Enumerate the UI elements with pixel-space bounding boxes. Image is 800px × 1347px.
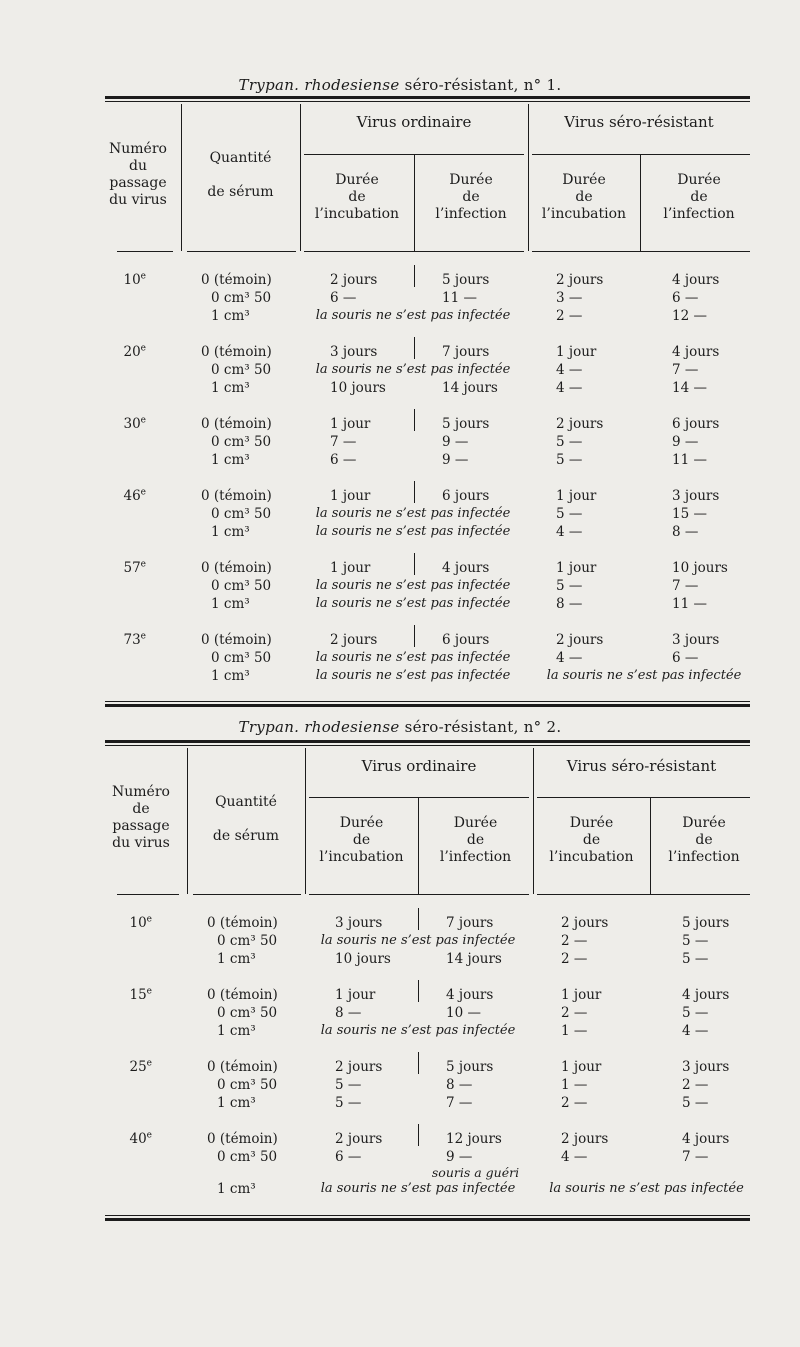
table2-ord-inf-cell: 10 —: [446, 1005, 481, 1021]
table1-res-inf-cell: 6 —: [672, 650, 699, 666]
table2-serum-cell: 1 cm³: [217, 1095, 256, 1111]
table1-res-inf-cell: 9 —: [672, 434, 699, 450]
table1-res-inf-cell: 8 —: [672, 524, 699, 540]
table1-res-inf-cell: 10 jours: [672, 560, 728, 576]
table1-subheader-line: l’infection: [435, 206, 507, 222]
table1-res-span-cell: la souris ne s’est pas infectée: [546, 668, 742, 683]
table1-serum-cell: 0 cm³ 50: [211, 506, 272, 522]
table2-serum-cell: 0 (témoin): [207, 1131, 278, 1147]
table1-serum-cell: 0 (témoin): [201, 560, 272, 576]
table1-res-inf-cell: 7 —: [672, 578, 699, 594]
table2-header-line-1: [193, 894, 301, 895]
table2-res-inf-cell: 2 —: [682, 1077, 709, 1093]
table1-subheader-2: [528, 172, 640, 223]
table2-ord-inf-cell: 12 jours: [446, 1131, 502, 1147]
table1-res-inc-cell: 2 —: [556, 308, 583, 324]
table2-ord-span-cell: la souris ne s’est pas infectée: [320, 1181, 516, 1196]
table1-col-passage-line: du virus: [109, 192, 167, 208]
table1-ord-inf-cell: 9 —: [442, 434, 469, 450]
table2-ord-inc-cell: 10 jours: [335, 951, 391, 967]
table1-res-inf-cell: 14 —: [672, 380, 707, 396]
table1-res-inc-cell: 8 —: [556, 596, 583, 612]
table2-ord-inc-cell: 1 jour: [335, 987, 376, 1003]
table1-ord-span-cell: la souris ne s’est pas infectée: [315, 668, 511, 683]
table2-bottom-rule: [105, 1215, 750, 1216]
table2-ord-inc-cell: 5 —: [335, 1077, 362, 1093]
table1-res-inc-cell: 5 —: [556, 452, 583, 468]
table1-subheader-1: [414, 172, 528, 223]
table2-serum-cell: 0 cm³ 50: [217, 1077, 278, 1093]
table1-col-passage-line: du: [129, 158, 147, 174]
table1-res-inf-cell: 12 —: [672, 308, 707, 324]
table2-subheader-line: de: [582, 832, 601, 848]
table1-ord-inc-cell: 1 jour: [330, 416, 371, 432]
table2-res-inc-cell: 1 jour: [561, 1059, 602, 1075]
table2-ord-inf-cell: 7 jours: [446, 915, 494, 931]
table1-passage-0: 10e: [123, 271, 146, 288]
table1-res-inf-cell: 3 jours: [672, 488, 720, 504]
table1-title: [0, 76, 800, 94]
table2-res-inf-cell: 5 —: [682, 933, 709, 949]
table2-serum-cell: 0 (témoin): [207, 1059, 278, 1075]
table2-res-inf-cell: 5 —: [682, 1005, 709, 1021]
table1-res-inf-cell: 6 jours: [672, 416, 720, 432]
table1-bottom-rule-2: [105, 704, 750, 707]
table2-col-serum-label-1: Quantité: [215, 794, 277, 810]
table1-subheader-line: de: [690, 189, 708, 205]
table2-res-inf-cell: 3 jours: [682, 1059, 730, 1075]
table1-subheader-line: Durée: [562, 172, 606, 188]
table2-res-inf-cell: 4 —: [682, 1023, 709, 1039]
table2-res-inc-cell: 1 —: [561, 1023, 588, 1039]
table2-res-inc-cell: 2 —: [561, 951, 588, 967]
table2-col-passage-line: Numéro: [112, 784, 170, 800]
table2-res-inc-cell: 2 —: [561, 1095, 588, 1111]
table2-ord-inf-cell: 7 —: [446, 1095, 473, 1111]
table1-serum-cell: 0 (témoin): [201, 344, 272, 360]
table2-group-divider-3: [418, 1124, 419, 1146]
table2-group-resistant: Virus séro-résistant: [566, 757, 717, 775]
table1-group-divider-3: [414, 481, 415, 503]
table1-header-line-0: [117, 251, 173, 252]
table2-res-inc-cell: 2 —: [561, 1005, 588, 1021]
table1-serum-cell: 1 cm³: [211, 668, 250, 684]
table1-subheader-0: [300, 172, 414, 223]
table1-ord-inf-cell: 5 jours: [442, 272, 490, 288]
table1-res-inc-cell: 5 —: [556, 506, 583, 522]
table1-header-line-1: [187, 251, 296, 252]
table1-ord-span-cell: la souris ne s’est pas infectée: [315, 506, 511, 521]
table1-ord-inc-cell: 1 jour: [330, 488, 371, 504]
table2-res-inf-cell: 7 —: [682, 1149, 709, 1165]
table1-serum-cell: 0 (témoin): [201, 632, 272, 648]
table2-ord-inf-cell: 9 —: [446, 1149, 473, 1165]
table1-subheader-line: de: [462, 189, 480, 205]
table1-serum-cell: 0 cm³ 50: [211, 434, 272, 450]
table2-vline-1: [187, 748, 188, 894]
table2-serum-cell: 0 cm³ 50: [217, 933, 278, 949]
table1-top-rule: [105, 96, 750, 99]
table1-col-serum-label-2: de sérum: [207, 184, 274, 200]
table2-serum-cell: 0 (témoin): [207, 987, 278, 1003]
table2-res-inc-cell: 1 —: [561, 1077, 588, 1093]
table2-passage-3: 40e: [129, 1130, 152, 1147]
table1-title-rest: séro-résistant, n° 1.: [399, 76, 562, 94]
table2-ord-inf-cell: 5 jours: [446, 1059, 494, 1075]
table1-res-inf-cell: 11 —: [672, 596, 707, 612]
table1-res-inf-cell: 15 —: [672, 506, 707, 522]
table1-subheader-line: Durée: [449, 172, 493, 188]
table1-header-line-2: [304, 251, 524, 252]
table1-ord-span-cell: la souris ne s’est pas infectée: [315, 308, 511, 323]
table1-ord-inc-cell: 10 jours: [330, 380, 386, 396]
table2-ord-inf-cell: 8 —: [446, 1077, 473, 1093]
table1-res-inf-cell: 7 —: [672, 362, 699, 378]
table2-ord-inc-cell: 5 —: [335, 1095, 362, 1111]
table2-serum-cell: 0 cm³ 50: [217, 1005, 278, 1021]
table1-res-inc-cell: 4 —: [556, 650, 583, 666]
table1-subheader-3: [640, 172, 758, 223]
table1-col-passage-header: [95, 141, 181, 209]
table2-title-rest: séro-résistant, n° 2.: [399, 718, 562, 736]
table1-serum-cell: 0 cm³ 50: [211, 578, 272, 594]
table1-passage-2: 30e: [123, 415, 146, 432]
table1-bottom-rule: [105, 701, 750, 702]
table1-passage-3: 46e: [123, 487, 146, 504]
table2-col-passage-line: passage: [112, 818, 170, 834]
table2-group-line-a: [309, 797, 529, 798]
table2-subheader-line: Durée: [682, 815, 726, 831]
table2-group-divider-0: [418, 908, 419, 930]
table1-col-passage-line: passage: [109, 175, 167, 191]
table2-subheader-line: Durée: [453, 815, 498, 831]
table2-subheader-line: l’infection: [439, 849, 512, 865]
table1-ord-inc-cell: 2 jours: [330, 272, 378, 288]
table2-col-passage-line: du virus: [112, 835, 170, 851]
table1-res-inc-cell: 2 jours: [556, 632, 604, 648]
table2-col-passage-line: de: [132, 801, 150, 817]
table1-group-divider-2: [414, 409, 415, 431]
table2-group-line-b: [537, 797, 750, 798]
table2-subheader-1: [418, 815, 533, 866]
table1-serum-cell: 0 cm³ 50: [211, 362, 272, 378]
table2-passage-0: 10e: [129, 914, 152, 931]
table2-group-divider-2: [418, 1052, 419, 1074]
table1-serum-cell: 1 cm³: [211, 380, 250, 396]
table1-serum-cell: 0 cm³ 50: [211, 290, 272, 306]
table1-ord-inf-cell: 6 jours: [442, 488, 490, 504]
table1-serum-cell: 1 cm³: [211, 524, 250, 540]
table1-subheader-line: de: [348, 189, 366, 205]
table2-header-line-2: [309, 894, 529, 895]
table1-ord-inc-cell: 1 jour: [330, 560, 371, 576]
table1-col-serum-label-1: Quantité: [209, 150, 272, 166]
table2-top-rule-2: [105, 745, 750, 746]
table1-group-divider-1: [414, 337, 415, 359]
table1-serum-cell: 0 (témoin): [201, 272, 272, 288]
table2-note: souris a guéri: [431, 1165, 520, 1180]
table1-ord-inc-cell: 6 —: [330, 290, 357, 306]
table1-res-inf-cell: 4 jours: [672, 272, 720, 288]
table2-subheader-line: l’infection: [668, 849, 740, 865]
table2-col-passage-header: [95, 784, 187, 852]
table2-title: [0, 718, 800, 736]
table1-subheader-line: Durée: [677, 172, 721, 188]
table2-res-inc-cell: 2 jours: [561, 915, 609, 931]
table1-serum-cell: 0 (témoin): [201, 416, 272, 432]
table1-res-inc-cell: 4 —: [556, 380, 583, 396]
table2-res-inf-cell: 5 jours: [682, 915, 730, 931]
table1-group-divider-4: [414, 553, 415, 575]
table1-serum-cell: 0 (témoin): [201, 488, 272, 504]
table2-subheader-0: [305, 815, 418, 866]
table1-res-inc-cell: 2 jours: [556, 416, 604, 432]
table1-title-italic: Trypan. rhodesiense: [238, 76, 400, 94]
table2-ord-span-cell: la souris ne s’est pas infectée: [320, 933, 516, 948]
table1-ord-span-cell: la souris ne s’est pas infectée: [315, 578, 511, 593]
table2-res-inf-cell: 5 —: [682, 951, 709, 967]
table1-res-inc-cell: 1 jour: [556, 488, 597, 504]
table1-ord-inf-cell: 4 jours: [442, 560, 490, 576]
table2-header-line-3: [537, 894, 750, 895]
table2-ord-inc-cell: 8 —: [335, 1005, 362, 1021]
table1-ord-inf-cell: 7 jours: [442, 344, 490, 360]
table1-subheader-line: de: [575, 189, 593, 205]
table2-subheader-line: l’incubation: [549, 849, 634, 865]
table2-subheader-2: [533, 815, 650, 866]
table2-col-serum-label-2: de sérum: [212, 828, 280, 844]
table1-vline-1: [181, 104, 182, 251]
table2-subheader-line: Durée: [339, 815, 384, 831]
table2-ord-inf-cell: 4 jours: [446, 987, 494, 1003]
table2-res-inc-cell: 2 jours: [561, 1131, 609, 1147]
table1-res-inc-cell: 3 —: [556, 290, 583, 306]
table1-header-line-3: [532, 251, 750, 252]
table2-ord-inc-cell: 2 jours: [335, 1059, 383, 1075]
table2-passage-1: 15e: [129, 986, 152, 1003]
table1-ord-inc-cell: 3 jours: [330, 344, 378, 360]
table1-group-line-b: [532, 154, 750, 155]
table1-ord-inf-cell: 11 —: [442, 290, 477, 306]
table2-group-ordinaire: Virus ordinaire: [361, 757, 477, 775]
table2-subheader-line: l’incubation: [319, 849, 404, 865]
table2-res-inf-cell: 4 jours: [682, 1131, 730, 1147]
table1-group-divider-0: [414, 265, 415, 287]
table1-res-inc-cell: 4 —: [556, 524, 583, 540]
table1-serum-cell: 1 cm³: [211, 452, 250, 468]
table2-serum-cell: 0 cm³ 50: [217, 1149, 278, 1165]
table1-subheader-line: Durée: [335, 172, 379, 188]
table2-serum-cell: 1 cm³: [217, 1181, 256, 1197]
table1-group-divider-5: [414, 625, 415, 647]
table2-res-inc-cell: 1 jour: [561, 987, 602, 1003]
table2-subheader-line: de: [352, 832, 371, 848]
table1-serum-cell: 1 cm³: [211, 308, 250, 324]
table1-ord-inc-cell: 7 —: [330, 434, 357, 450]
table1-group-resistant: Virus séro-résistant: [564, 113, 714, 131]
table2-serum-cell: 1 cm³: [217, 1023, 256, 1039]
table1-ord-span-cell: la souris ne s’est pas infectée: [315, 524, 511, 539]
table2-group-divider-1: [418, 980, 419, 1002]
table2-passage-2: 25e: [129, 1058, 152, 1075]
table1-ord-inc-cell: 2 jours: [330, 632, 378, 648]
table1-col-passage-line: Numéro: [109, 141, 167, 157]
table2-top-rule: [105, 740, 750, 743]
table1-passage-1: 20e: [123, 343, 146, 360]
table2-subheader-line: de: [466, 832, 485, 848]
table1-res-inf-cell: 11 —: [672, 452, 707, 468]
table1-res-inf-cell: 4 jours: [672, 344, 720, 360]
table1-ord-span-cell: la souris ne s’est pas infectée: [315, 362, 511, 377]
table2-subheader-line: de: [695, 832, 713, 848]
table1-top-rule-2: [105, 101, 750, 102]
table2-header-line-0: [117, 894, 179, 895]
table1-res-inf-cell: 6 —: [672, 290, 699, 306]
table2-subheader-line: Durée: [569, 815, 614, 831]
table1-res-inc-cell: 1 jour: [556, 560, 597, 576]
table1-ord-inf-cell: 6 jours: [442, 632, 490, 648]
table1-ord-span-cell: la souris ne s’est pas infectée: [315, 650, 511, 665]
table2-serum-cell: 0 (témoin): [207, 915, 278, 931]
table2-ord-inf-cell: 14 jours: [446, 951, 502, 967]
table1-res-inc-cell: 2 jours: [556, 272, 604, 288]
table1-serum-cell: 1 cm³: [211, 596, 250, 612]
table1-group-line-a: [304, 154, 524, 155]
table1-ord-inf-cell: 14 jours: [442, 380, 498, 396]
table1-res-inc-cell: 1 jour: [556, 344, 597, 360]
table2-res-inc-cell: 2 —: [561, 933, 588, 949]
table1-ord-inf-cell: 9 —: [442, 452, 469, 468]
table1-res-inc-cell: 5 —: [556, 578, 583, 594]
table1-ord-inc-cell: 6 —: [330, 452, 357, 468]
table1-group-ordinaire: Virus ordinaire: [356, 113, 472, 131]
table2-bottom-rule-2: [105, 1218, 750, 1221]
table1-res-inc-cell: 5 —: [556, 434, 583, 450]
table1-subheader-line: l’infection: [663, 206, 735, 222]
table2-res-inf-cell: 5 —: [682, 1095, 709, 1111]
table1-subheader-line: l’incubation: [314, 206, 400, 222]
table1-serum-cell: 0 cm³ 50: [211, 650, 272, 666]
table2-ord-inc-cell: 6 —: [335, 1149, 362, 1165]
table1-passage-5: 73e: [123, 631, 146, 648]
table2-title-italic: Trypan. rhodesiense: [238, 718, 400, 736]
table2-ord-span-cell: la souris ne s’est pas infectée: [320, 1023, 516, 1038]
table2-ord-inc-cell: 2 jours: [335, 1131, 383, 1147]
table2-res-span-cell: la souris ne s’est pas infectée: [549, 1181, 744, 1196]
table2-res-inf-cell: 4 jours: [682, 987, 730, 1003]
table1-ord-inf-cell: 5 jours: [442, 416, 490, 432]
table2-serum-cell: 1 cm³: [217, 951, 256, 967]
table1-ord-span-cell: la souris ne s’est pas infectée: [315, 596, 511, 611]
table1-passage-4: 57e: [123, 559, 146, 576]
table2-ord-inc-cell: 3 jours: [335, 915, 383, 931]
table1-res-inf-cell: 3 jours: [672, 632, 720, 648]
table2-res-inc-cell: 4 —: [561, 1149, 588, 1165]
table1-subheader-line: l’incubation: [541, 206, 627, 222]
table2-subheader-3: [650, 815, 758, 866]
table1-res-inc-cell: 4 —: [556, 362, 583, 378]
